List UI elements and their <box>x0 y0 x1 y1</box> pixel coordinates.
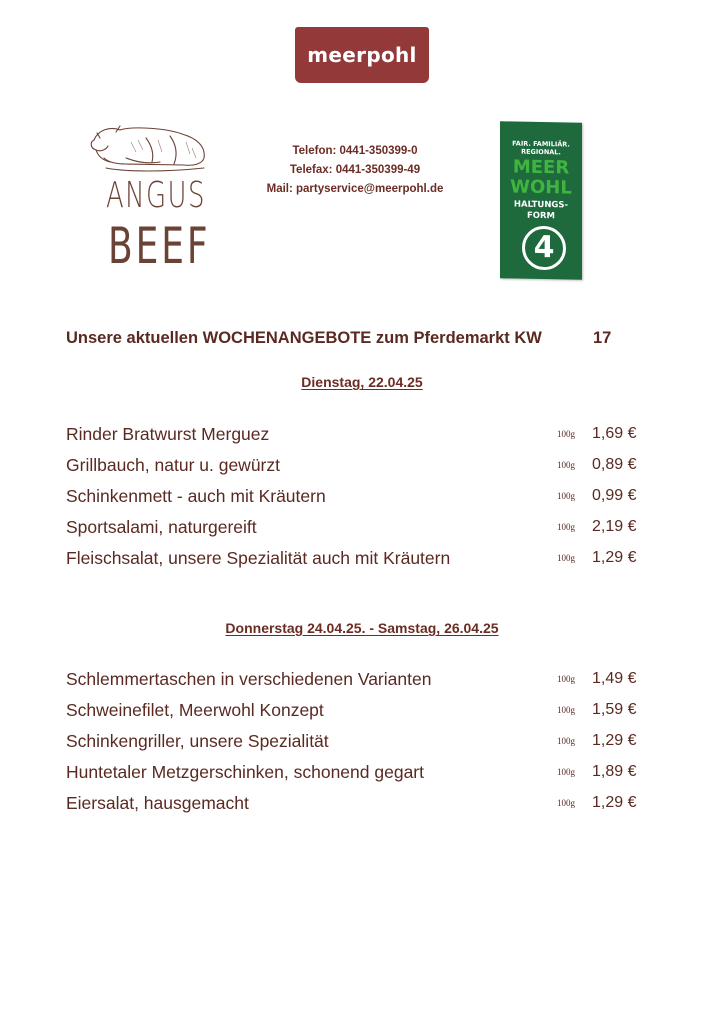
section-title-text: Donnerstag 24.04.25. - Samstag, 26.04.25 <box>225 620 499 636</box>
meerwohl-label-line2: FORM <box>526 210 556 222</box>
offer-name: Schweinefilet, Meerwohl Konzept <box>66 700 324 720</box>
offer-name: Fleischsalat, unsere Spezialität auch mit Kräutern <box>66 548 451 568</box>
beef-text: BEEF <box>108 217 211 275</box>
offer-unit: 100g <box>557 522 575 532</box>
angus-beef-logo <box>86 118 216 280</box>
section-title-text: Dienstag, 22.04.25 <box>301 374 423 390</box>
offer-price: 1,29 € <box>592 549 637 566</box>
meerpohl-logo-text: meerpohl <box>307 43 417 67</box>
offer-price: 1,89 € <box>592 763 637 780</box>
offer-unit: 100g <box>557 491 575 501</box>
offer-name: Schlemmertaschen in verschiedenen Varianten <box>66 669 432 689</box>
offer-unit: 100g <box>557 674 575 684</box>
offer-unit: 100g <box>557 553 575 563</box>
section-title-dienstag <box>0 374 724 390</box>
offer-unit: 100g <box>557 460 575 470</box>
offer-unit: 100g <box>557 767 575 777</box>
contact-info <box>250 142 460 199</box>
offer-item <box>66 454 646 485</box>
offer-item <box>66 547 646 578</box>
offer-price: 1,29 € <box>592 794 637 811</box>
offer-price: 0,99 € <box>592 487 637 504</box>
offer-price: 2,19 € <box>592 518 637 535</box>
offer-item <box>66 485 646 516</box>
offer-name: Grillbauch, natur u. gewürzt <box>66 455 280 475</box>
haltungsform-number: 4 <box>522 226 566 271</box>
offer-item <box>66 730 646 761</box>
offer-list-donnerstag-samstag <box>66 668 646 823</box>
meerwohl-badge <box>500 121 582 279</box>
section-title-donnerstag-samstag <box>0 620 724 636</box>
offer-item <box>66 699 646 730</box>
meerwohl-tagline: FAIR. FAMILIÄR. REGIONAL. <box>512 139 570 157</box>
contact-mail: Mail: partyservice@meerpohl.de <box>266 183 444 195</box>
offer-unit: 100g <box>557 798 575 808</box>
calendar-week: 17 <box>593 329 612 347</box>
offer-name: Schinkenmett - auch mit Kräutern <box>66 486 326 506</box>
offer-price: 1,69 € <box>592 425 637 442</box>
offer-name: Rinder Bratwurst Merguez <box>66 424 270 444</box>
offer-price: 0,89 € <box>592 456 637 473</box>
contact-phone: Telefon: 0441-350399-0 <box>292 145 418 157</box>
offer-item <box>66 792 646 823</box>
offer-unit: 100g <box>557 736 575 746</box>
offer-item <box>66 668 646 699</box>
offer-price: 1,29 € <box>592 732 637 749</box>
cow-illustration-icon <box>86 118 216 178</box>
meerwohl-name-line2: WOHL <box>510 176 572 199</box>
offer-item <box>66 423 646 454</box>
meerwohl-label <box>500 199 582 222</box>
offer-unit: 100g <box>557 429 575 439</box>
page-headline: Unsere aktuellen WOCHENANGEBOTE zum Pferdemarkt KW <box>66 329 542 347</box>
offer-item <box>66 761 646 792</box>
offer-name: Huntetaler Metzgerschinken, schonend gegart <box>66 762 424 782</box>
offer-unit: 100g <box>557 705 575 715</box>
contact-fax: Telefax: 0441-350399-49 <box>289 164 421 176</box>
meerwohl-name <box>500 157 582 198</box>
angus-text: ANGUS <box>106 175 206 216</box>
offer-name: Sportsalami, naturgereift <box>66 517 257 537</box>
meerwohl-label-line1: HALTUNGS- <box>513 199 569 211</box>
offer-list-dienstag <box>66 423 646 578</box>
meerwohl-name-line1: MEER <box>512 156 570 179</box>
offer-name: Eiersalat, hausgemacht <box>66 793 249 813</box>
meerpohl-logo <box>295 27 429 83</box>
offer-price: 1,49 € <box>592 670 637 687</box>
offer-name: Schinkengriller, unsere Spezialität <box>66 731 329 751</box>
offer-price: 1,59 € <box>592 701 637 718</box>
offer-item <box>66 516 646 547</box>
